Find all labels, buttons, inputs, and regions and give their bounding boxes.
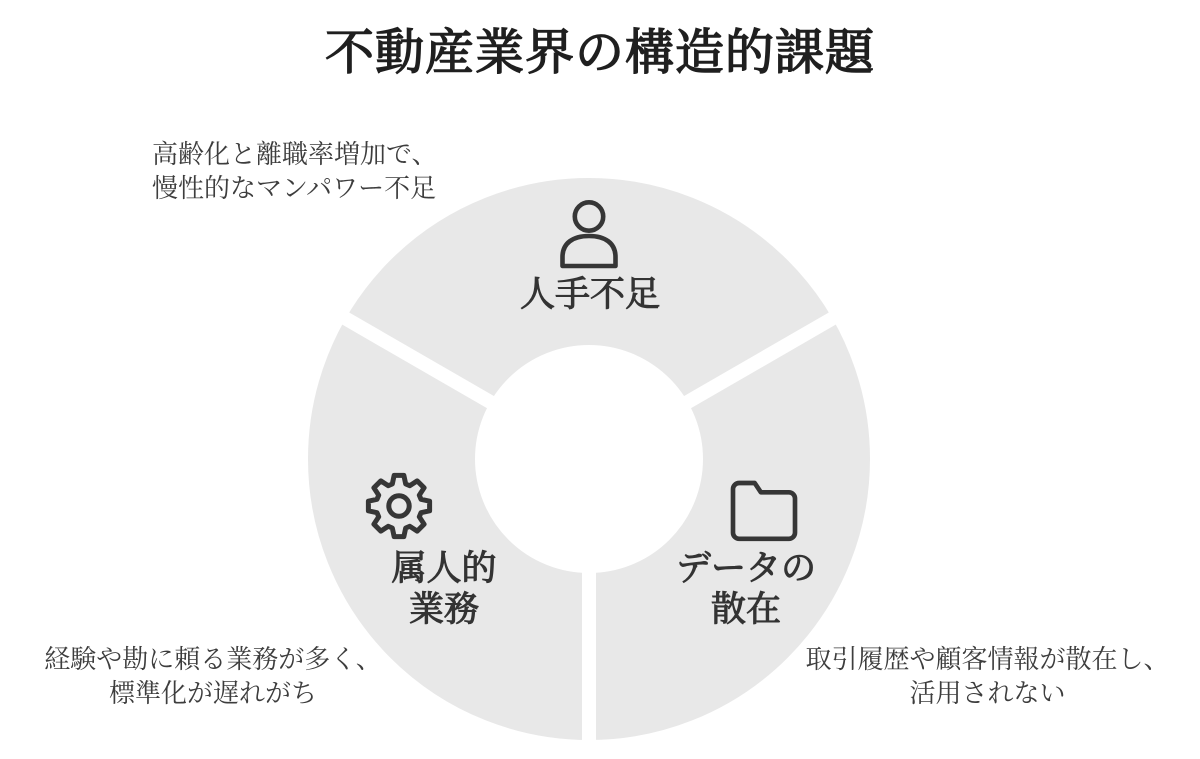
annotation-line: 活用されない bbox=[909, 678, 1066, 708]
segment-label-person-dependent-work bbox=[314, 548, 574, 630]
segment-label-labor-shortage bbox=[440, 276, 740, 314]
annotation-labor-shortage bbox=[152, 137, 512, 205]
segment-label-line: 属人的 bbox=[391, 549, 497, 588]
segment-label-line: 業務 bbox=[408, 590, 479, 629]
segment-label-line: 人手不足 bbox=[519, 275, 660, 314]
annotation-line: 高齢化と離職率増加で、 bbox=[152, 139, 438, 169]
page-title: 不動産業界の構造的課題 bbox=[324, 26, 875, 80]
annotation-line: 標準化が遅れがち bbox=[108, 678, 317, 708]
annotation-line: 慢性的なマンパワー不足 bbox=[152, 173, 437, 203]
annotation-scattered-data bbox=[795, 642, 1180, 710]
annotation-line: 経験や勘に頼る業務が多く、 bbox=[44, 644, 382, 674]
segment-label-line: データの bbox=[675, 549, 816, 588]
segment-label-scattered-data bbox=[616, 548, 876, 630]
annotation-person-dependent-work bbox=[23, 642, 403, 710]
segment-label-line: 散在 bbox=[710, 590, 781, 629]
annotation-line: 取引履歴や顧客情報が散在し、 bbox=[805, 644, 1170, 674]
